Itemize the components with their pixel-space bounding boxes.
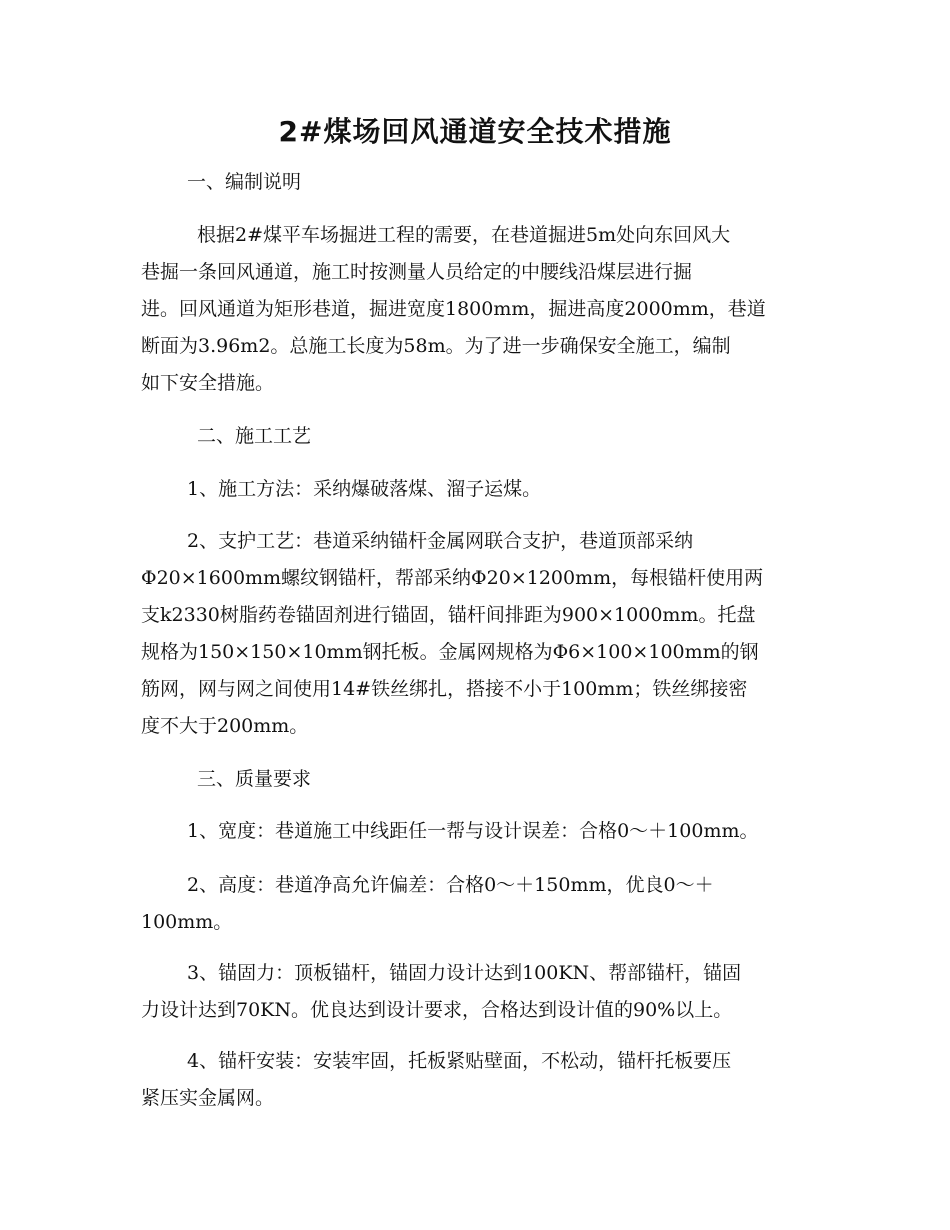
section-heading-2: 二、施工工艺: [197, 425, 312, 447]
paragraph-line: 2、支护工艺：巷道采纳锚杆金属网联合支护，巷道顶部采纳: [187, 530, 694, 552]
paragraph-line: 力设计达到70KN。优良达到设计要求，合格达到设计值的90%以上。: [141, 999, 733, 1021]
construction-method-item: 1、施工方法：采纳爆破落煤、溜子运煤。: [187, 478, 542, 500]
paragraph-line: 如下安全措施。: [141, 372, 275, 394]
paragraph-line: 3、锚固力：顶板锚杆，锚固力设计达到100KN、帮部锚杆，锚固: [187, 962, 742, 984]
paragraph-line: 紧压实金属网。: [141, 1087, 275, 1109]
section-heading-1: 一、编制说明: [187, 171, 302, 193]
paragraph-quality-height: [141, 867, 809, 941]
section-heading-3: 三、质量要求: [197, 768, 312, 790]
paragraph-line: 断面为3.96m2。总施工长度为58m。为了进一步确保安全施工，编制: [141, 335, 731, 357]
paragraph-line: 度不大于200mm。: [141, 715, 309, 737]
paragraph-line: 进。回风通道为矩形巷道，掘进宽度1800mm，掘进高度2000mm，巷道: [141, 298, 766, 320]
paragraph-line: 根据2#煤平车场掘进工程的需要，在巷道掘进5m处向东回风大: [197, 224, 731, 246]
quality-width-item: 1、宽度：巷道施工中线距任一帮与设计误差：合格0～＋100mm。: [187, 820, 759, 842]
paragraph-line: 筋网，网与网之间使用14#铁丝绑扎，搭接不小于100mm；铁丝绑接密: [141, 678, 748, 700]
paragraph-line: Φ20×1600mm螺纹钢锚杆，帮部采纳Φ20×1200mm，每根锚杆使用两: [141, 567, 764, 589]
paragraph-line: 规格为150×150×10mm钢托板。金属网规格为Φ6×100×100mm的钢: [141, 641, 759, 663]
paragraph-quality-anchorage: [141, 955, 809, 1029]
paragraph-line: 巷掘一条回风通道，施工时按测量人员给定的中腰线沿煤层进行掘: [141, 261, 693, 283]
paragraph-quality-installation: [141, 1043, 809, 1117]
paragraph-line: 支k2330树脂药卷锚固剂进行锚固，锚杆间排距为900×1000mm。托盘: [141, 604, 756, 626]
document-title: 2#煤场回风通道安全技术措施: [278, 115, 672, 148]
paragraph-support-process: [141, 523, 809, 745]
paragraph-line: 4、锚杆安装：安装牢固，托板紧贴壁面，不松动，锚杆托板要压: [187, 1050, 732, 1072]
paragraph-description: [141, 217, 809, 402]
paragraph-line: 100mm。: [141, 911, 233, 933]
paragraph-line: 2、高度：巷道净高允许偏差：合格0～＋150mm，优良0～＋: [187, 874, 714, 896]
